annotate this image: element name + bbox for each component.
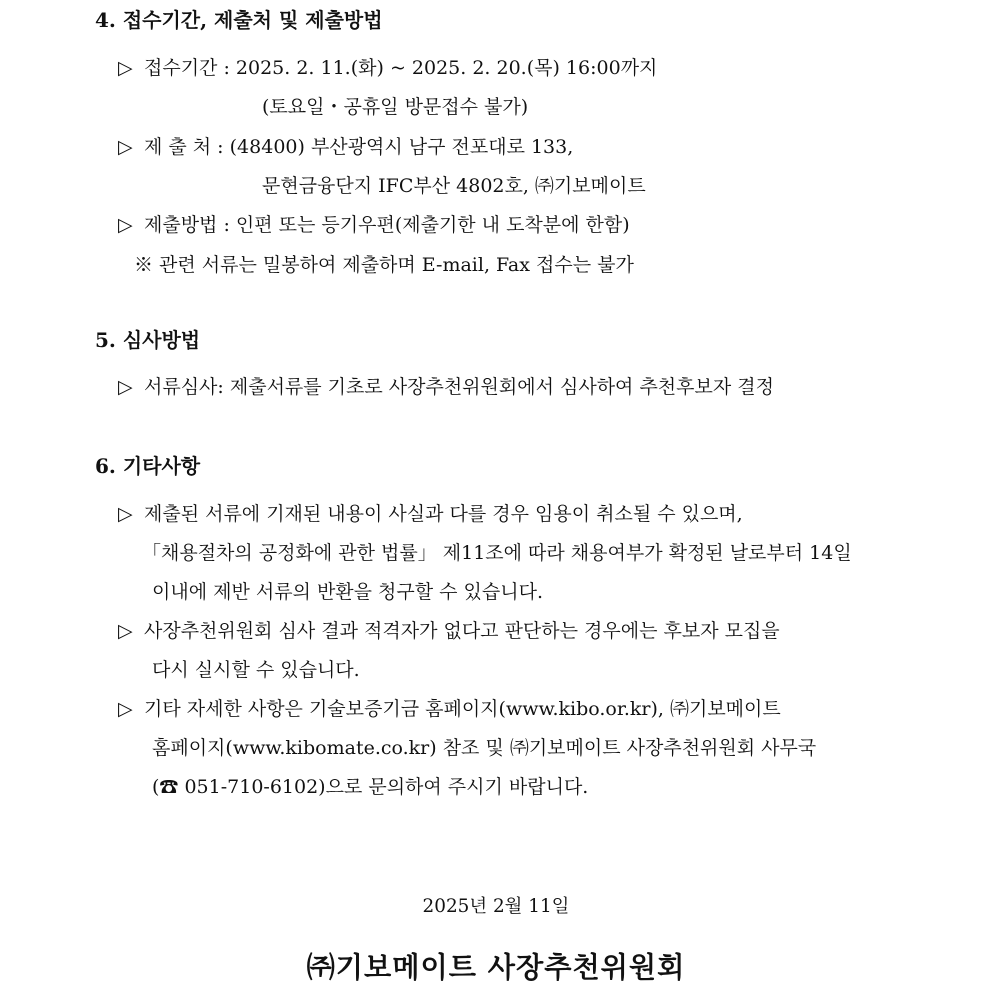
triangle-bullet-icon: ▷ (118, 376, 133, 398)
section-5-heading: 5. 심사방법 (95, 328, 201, 352)
triangle-bullet-icon: ▷ (118, 698, 133, 720)
submission-period-value: 2025. 2. 11.(화) ~ 2025. 2. 20.(목) 16:00까지 (235, 57, 658, 79)
other-item-1-line2: 「채용절차의 공정화에 관한 법률」 제11조에 따라 채용여부가 확정된 날로부터 14일 (142, 542, 852, 564)
other-item-3 (118, 697, 781, 721)
submission-period-label: 접수기간 : (144, 57, 230, 79)
section-4-heading: 4. 접수기간, 제출처 및 제출방법 (95, 8, 383, 32)
submission-place-line2: 문현금융단지 IFC부산 4802호, ㈜기보메이트 (262, 175, 646, 197)
other-item-3-line2: 홈페이지(www.kibomate.co.kr) 참조 및 ㈜기보메이트 사장추천위원회 사무국 (152, 737, 817, 759)
triangle-bullet-icon: ▷ (118, 57, 133, 79)
submission-method-value: 인편 또는 등기우편(제출기한 내 도착분에 한함) (235, 214, 630, 236)
triangle-bullet-icon: ▷ (118, 136, 133, 158)
submission-note: ※ 관련 서류는 밀봉하여 제출하며 E-mail, Fax 접수는 불가 (134, 254, 634, 276)
other-item-3-line3: (☎ 051-710-6102)으로 문의하여 주시기 바랍니다. (152, 776, 589, 798)
review-item-text: 서류심사: 제출서류를 기초로 사장추천위원회에서 심사하여 추천후보자 결정 (144, 376, 774, 398)
other-item-1 (118, 502, 743, 526)
submission-period-row (118, 56, 657, 80)
submission-method-row (118, 213, 630, 237)
other-item-2-line1: 사장추천위원회 심사 결과 적격자가 없다고 판단하는 경우에는 후보자 모집을 (144, 620, 780, 642)
section-6-heading: 6. 기타사항 (95, 454, 201, 478)
other-item-2-line2: 다시 실시할 수 있습니다. (152, 659, 360, 681)
signature-organization: ㈜기보메이트 사장추천위원회 (306, 951, 686, 984)
other-item-1-line3: 이내에 제반 서류의 반환을 청구할 수 있습니다. (152, 581, 544, 603)
document-date: 2025년 2월 11일 (422, 896, 570, 917)
other-item-3-line1: 기타 자세한 사항은 기술보증기금 홈페이지(www.kibo.or.kr), ㈜기보메이트 (144, 698, 781, 720)
triangle-bullet-icon: ▷ (118, 620, 133, 642)
review-item (118, 375, 774, 399)
other-item-2 (118, 619, 780, 643)
submission-place-row (118, 135, 573, 159)
other-item-1-line1: 제출된 서류에 기재된 내용이 사실과 다를 경우 임용이 취소될 수 있으며, (144, 503, 743, 525)
submission-method-label: 제출방법 : (144, 214, 230, 236)
triangle-bullet-icon: ▷ (118, 214, 133, 236)
submission-place-label: 제 출 처 : (144, 136, 224, 158)
submission-period-note: (토요일・공휴일 방문접수 불가) (262, 96, 529, 118)
submission-place-line1: (48400) 부산광역시 남구 전포대로 133, (229, 136, 574, 158)
triangle-bullet-icon: ▷ (118, 503, 133, 525)
